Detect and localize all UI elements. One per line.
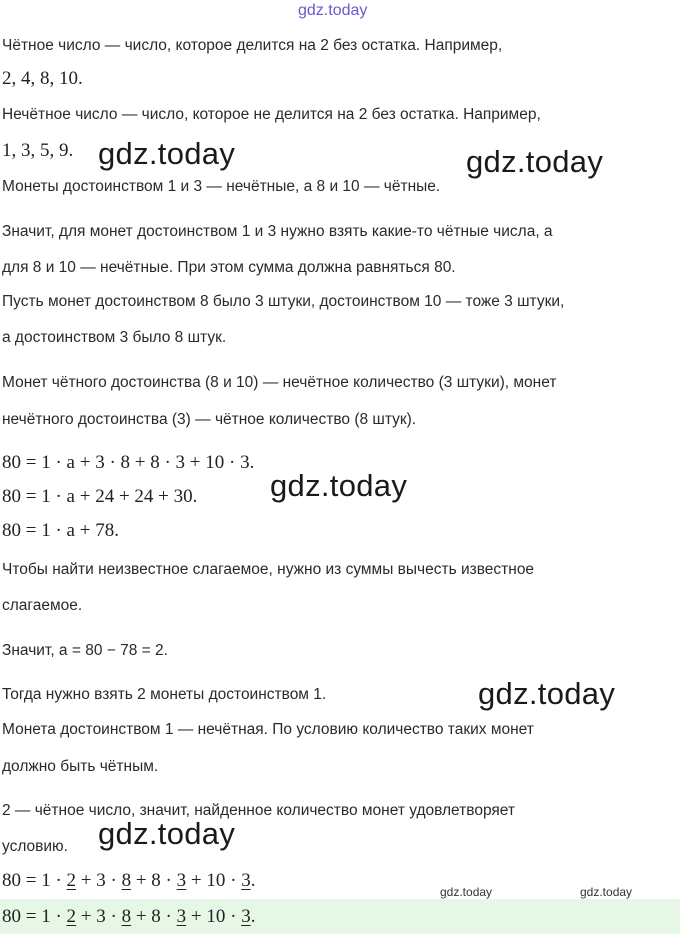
eq-part: . <box>250 870 256 891</box>
watermark: gdz.today <box>478 676 616 711</box>
text-line: для 8 и 10 — нечётные. При этом сумма должна равняться 80. <box>2 259 456 276</box>
eq-part: + 3 · <box>80 870 117 891</box>
eq-underlined-term: 8 <box>121 906 132 927</box>
text-line: слагаемое. <box>2 597 83 614</box>
math-line: 80 = 1 · a + 78. <box>2 520 119 541</box>
math-line: 80 = 1 · a + 3 · 8 + 8 · 3 + 10 · 3. <box>2 452 255 473</box>
eq-part: . <box>250 906 256 927</box>
text-line: Нечётное число — число, которое не делится на 2 без остатка. Например, <box>2 106 541 123</box>
text-line: Чётное число — число, которое делится на 2 без остатка. Например, <box>2 37 503 54</box>
math-line: 2, 4, 8, 10. <box>2 68 83 89</box>
watermark-small: gdz.today <box>580 885 633 899</box>
eq-underlined-term: 2 <box>66 906 77 927</box>
eq-underlined-term: 3 <box>241 906 251 927</box>
watermark: gdz.today <box>98 136 236 171</box>
text-line: должно быть чётным. <box>2 758 159 775</box>
text-line: условию. <box>2 838 68 855</box>
eq-underlined-term: 3 <box>176 870 187 891</box>
text-line: Значит, для монет достоинством 1 и 3 нужно взять какие-то чётные числа, а <box>2 223 553 240</box>
eq-underlined-term: 3 <box>176 906 187 927</box>
eq-part: + 10 · <box>190 906 237 927</box>
text-line: Чтобы найти неизвестное слагаемое, нужно из суммы вычесть известное <box>2 561 535 578</box>
text-line: Монет чётного достоинства (8 и 10) — нечётное количество (3 штуки), монет <box>2 374 557 391</box>
final-equation-highlighted <box>2 906 255 928</box>
eq-part: 80 = 1 · <box>2 870 62 891</box>
math-line: 1, 3, 5, 9. <box>2 140 74 161</box>
text-line: Значит, a = 80 − 78 = 2. <box>2 642 168 659</box>
eq-part: 80 = 1 · <box>2 906 62 927</box>
text-line: Пусть монет достоинством 8 было 3 штуки, достоинством 10 — тоже 3 штуки, <box>2 293 565 310</box>
eq-part: + 8 · <box>135 870 172 891</box>
eq-underlined-term: 3 <box>241 870 251 891</box>
eq-part: + 3 · <box>80 906 117 927</box>
watermark: gdz.today <box>270 468 408 503</box>
text-line: Монета достоинством 1 — нечётная. По условию количество таких монет <box>2 721 534 738</box>
eq-underlined-term: 2 <box>66 870 77 891</box>
eq-part: + 10 · <box>190 870 237 891</box>
math-line: 80 = 1 · a + 24 + 24 + 30. <box>2 486 198 507</box>
eq-part: + 8 · <box>135 906 172 927</box>
eq-underlined-term: 8 <box>121 870 132 891</box>
text-line: Тогда нужно взять 2 монеты достоинством 1. <box>2 686 327 703</box>
final-equation <box>2 870 255 892</box>
watermark: gdz.today <box>466 144 604 179</box>
text-line: а достоинством 3 было 8 штук. <box>2 329 227 346</box>
watermark: gdz.today <box>98 816 236 851</box>
watermark-small: gdz.today <box>440 885 493 899</box>
watermark-top: gdz.today <box>298 2 368 19</box>
text-line: нечётного достоинства (3) — чётное количество (8 штук). <box>2 411 417 428</box>
text-line: Монеты достоинством 1 и 3 — нечётные, а 8 и 10 — чётные. <box>2 178 441 195</box>
text-line: 2 — чётное число, значит, найденное количество монет удовлетворяет <box>2 802 515 819</box>
